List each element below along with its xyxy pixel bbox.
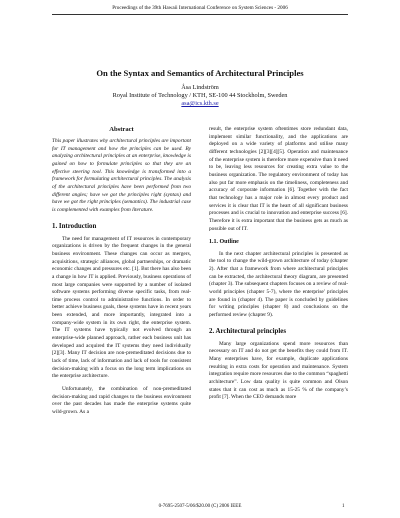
author-block [0,84,400,109]
intro-paragraph-3: result, the enterprise system oftentimes store redundant data, implement similar functionality, and the applications are deployed on a wide variety of platforms and utilise many different technologies [2][3][4][5]. Operation and maintenance of the enterprise system is therefore more expensive than it need to be, leaving less resources for creating extra value to the business organization. The regulatory environment of today has also put far more emphasis on the timeliness, completeness and accuracy of corporate information [6]. Together with the fact that technology has a major role in almost every product and services it is clear that IT is the heart of all significant business processes and is crucial to innovation and enterprise success [6]. Therefore it is extra important that the business gets as much as possible out of IT. [209,126,348,232]
left-column [52,126,191,417]
outline-paragraph: In the next chapter architectural principles is presented as the tool to change the wild-grown architecture of today (chapter 2). After that a framework from where architectural principles can be extracted, the architectural theory diagram, are presented (chapter 3). The subsequent chapters focuses on a review of real-world principles (chapter 5-7), where the enterprise' principles are found in (chapter 4). The paper is concluded by guidelines for writing principles (chapter 8) and conclusions on the performed review (chapter 9). [209,250,348,319]
right-column [209,126,348,402]
author-affiliation: Royal Institute of Technology / KTH, SE-100 44 Stockholm, Sweden [112,92,288,100]
intro-paragraph-1: The need for management of IT resources in contemporary organizations is driven by the frequent changes in the general business environment. These changes can occur as mergers, acquisitions, strategic alliances, global partnerships, or dramatic economic changes and pressures etc. [1]. But there has also been a change in how IT is applied. Previously, business operations of most large companies were supported by a number of isolated software systems performing diverse specific tasks, from real-time process control to administrative functions. In order to better achieve business goals, these systems have in recent years been extended, and more importantly, integrated into a company-wide system in its own right, the enterprise system. The IT systems have typically not evolved through an enterprise-wide planned approach, rather each business unit has developed and acquired the IT systems they need individually [2][3]. Many IT decision are non-premeditated decisions due to lack of time, lack of information and lack of tools for consistent decision-making with a focus on the long term implications on the enterprise architecture. [52,235,191,380]
section-heading-introduction: 1. Introduction [52,222,97,230]
page-number: 1 [342,504,345,509]
intro-paragraph-2: Unfortunately, the combination of non-premeditated decision-making and rapid changes to the business environment over the past decades has made the enterprise systems quite wild-grown. As a [52,386,191,415]
copyright-footer: 0-7695-2507-5/06/$20.00 (C) 2006 IEEE [158,504,242,509]
paper-title: On the Syntax and Semantics of Architectural Principles [96,68,304,78]
abstract-text: This paper illustrates why architectural principles are important for IT management and how the principles can be used. By analyzing architectural principles at an enterprise, knowledge is gained on how to formulate principles so that they are an effective steering tool. This knowledge is transformed into a framework for formulating architectural principles. The analysis of the architectural principles have been performed from two different angles; have we got the principles right (syntax) and have we got the right principles (semantics). The industrial case is complemented with examples from literature. [52,138,191,213]
author-name: Åsa Lindström [181,84,219,91]
running-head: Proceedings of the 39th Hawaii International Conference on System Sciences - 2006 [112,5,288,11]
header-rule [52,14,348,15]
section-heading-architectural-principles: 2. Architectural principles [209,327,287,335]
section-heading-outline: 1.1. Outline [209,239,239,246]
author-email-link[interactable]: asa@ics.kth.se [181,100,219,108]
abstract-heading: Abstract [109,126,134,133]
arch-paragraph: Many large organizations spend more resources than necessary on IT and do not get the benefits they could from IT. Many enterprises have, for example, duplicate applications resulting in extra costs for operation and maintenance. System integration require more resources due to the common “spaghetti architecture”. Low data quality is quite common and Olson states that it can cost as much as 15-25 % of the company’s profit [7]. When the CEO demands more [209,340,348,401]
